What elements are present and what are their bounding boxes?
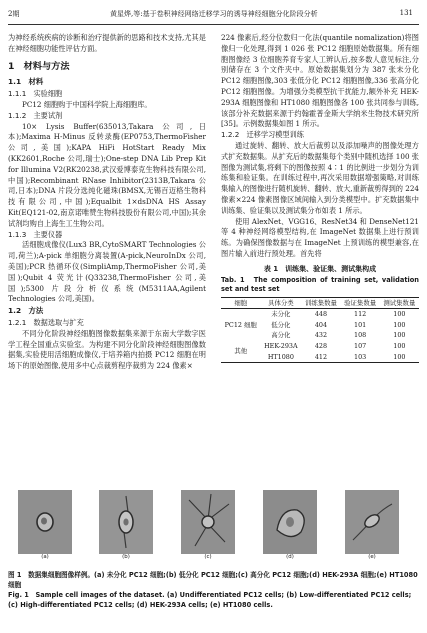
training-paragraph-2: 使用 AlexNet、VGG16、ResNet34 和 DenseNet121 等 4 种神经网络模型结构,在 ImageNet 数据集上进行预训练。为确保图像数据与在 ImageNet 上预训练的模型兼容,在图片输入前进行预处理。首先将 — [221, 216, 419, 258]
table-cell: 100 — [393, 341, 406, 350]
cells-paragraph: PC12 细胞购于中国科学院上海细胞库。 — [22, 99, 152, 109]
instruments-paragraph: 活细胞成像仪(Lux3 BR,CytoSMART Technologies 公司,荷兰);A-pick 单细胞分离装置(A-pick,NeuroInDx 公司,美国);PCR 热循环仪(SimpliAmp,ThermoFisher 公司,美国);Qubit 4 荧光计(Q33238,ThermoFisher 公司,美国);5300 片段分析仪系统(M5311AA,Agilent Technologies 公司,美国)。 — [8, 240, 206, 304]
left-column — [8, 33, 206, 372]
table-row — [221, 341, 419, 352]
table-cell: 432 — [314, 331, 328, 340]
panel-label-e: (e) — [368, 554, 376, 560]
cell-image-d — [263, 490, 317, 554]
section-heading-1-1-1: 1.1.1 实验细胞 — [8, 89, 63, 99]
table-cell: 100 — [393, 320, 406, 329]
table-cell: 428 — [314, 341, 328, 350]
table-cell: PC12 细胞 — [224, 320, 257, 329]
table-cell: 高分化 — [271, 331, 291, 340]
figure-1 — [8, 490, 419, 562]
panel-label-c: (c) — [204, 554, 212, 560]
figure-caption-en: Fig. 1 Sample cell images of the dataset. (a) Undifferentiated PC12 cells; (b) Low-differentiated PC12 cells; (c) High-differentiated PC12 cells; (d) HEK-293A cells; (e) HT1080 cells. — [8, 591, 412, 609]
table-cell: 其他 — [234, 347, 248, 356]
table-cell: HEK-293A — [264, 341, 298, 350]
table-cell: 108 — [354, 331, 367, 340]
cell-image-a — [18, 490, 72, 554]
table-header-row — [221, 297, 419, 309]
cell-image-c — [181, 490, 235, 554]
figure-caption — [8, 570, 419, 610]
table-cell: 448 — [314, 310, 328, 319]
table-header-cell: 具体分类 — [268, 298, 294, 307]
table-1 — [221, 264, 419, 363]
section-heading-1-1: 1.1 材料 — [8, 77, 44, 87]
section-heading-1: 1 材料与方法 — [8, 60, 70, 72]
dataset-paragraph: 224 像素后,经分位数归一化法(quantile nomalization)将图像归一化处理,得到 1 026 张 PC12 细胞原始数据集。所有细胞图像经 3 位细胞养育专家人工辨认后,按多数人意见标注,分别储存在 3 个文件夹中。原始数据集划分为 387 张未分化 PC12 细胞图像,303 张低分化 PC12 细胞图像,336 张高分化 PC12 细胞图像。为增强分类模型抗干扰能力,额外补充 HEK-293A 细胞图像和 HT1080 细胞图像各 100 张共同参与训练,该部分补充数据来源于约翰霍普金斯大学纳米生物技术研究所[35]。示例数据集如图 1 所示。 — [221, 33, 419, 129]
section-heading-1-2-1: 1.2.1 数据选取与扩充 — [8, 317, 84, 327]
panel-label-a: (a) — [41, 554, 49, 560]
right-column — [221, 33, 419, 363]
table-header-cell: 验证集数量 — [344, 298, 377, 307]
table-cell: 低分化 — [271, 320, 291, 329]
table-cell: HT1080 — [267, 352, 294, 361]
panel-label-b: (b) — [122, 554, 130, 560]
table-header-cell: 细胞 — [234, 298, 248, 307]
table-cell: 412 — [314, 352, 328, 361]
running-title: 黄星烨,等:基于卷积神经网络迁移学习的诱导神经细胞分化阶段分析 — [110, 10, 318, 18]
section-heading-1-1-2: 1.1.2 主要试剂 — [8, 110, 63, 120]
table-caption-cn: 表 1 训练集、验证集、测试集构成 — [263, 264, 377, 273]
table-cell: 100 — [393, 352, 406, 361]
cell-image-e — [345, 490, 399, 554]
reagents-paragraph: 10× Lysis Buffer(635013,Takara 公司,日本);Maxima H-Minus 反转录酶(EP0753,ThermoFisher 公司,美国);KAPA HiFi HotStart Ready Mix (KK2601,Roche 公司,瑞士);One-step DNA Lib Prep Kit for Illumina V2(RK20238,武汉爱博泰克生物科技有限公司,中国);Recombinant RNase Inhibitor(2313B,Takara 公司,日本);DNA 片段分选纯化磁珠(BMSX,无锡百迈格生物科技有限公司,中国);Equalbit 1×dsDNA HS Assay Kit(EQ121-02,南京诺唯赞生物科技股份有限公司,中国);其余试剂均购自上海生工生物公司。 — [8, 121, 206, 228]
table-cell: 112 — [354, 310, 367, 319]
section-heading-1-2: 1.2 方法 — [8, 306, 44, 316]
table-cell: 101 — [354, 320, 367, 329]
cell-image-b — [99, 490, 153, 554]
page-number: 131 — [399, 9, 413, 17]
table-header-cell: 训练集数量 — [304, 298, 337, 307]
table-cell: 404 — [314, 320, 328, 329]
table-cell: 107 — [354, 341, 367, 350]
figure-caption-cn: 图 1 数据集细胞图像样例。(a) 未分化 PC12 细胞;(b) 低分化 PC12 细胞;(c) 高分化 PC12 细胞;(d) HEK-293A 细胞;(e) HT1080 细胞 — [8, 571, 418, 589]
issue-number: 2期 — [8, 10, 20, 18]
table-caption-en: Tab. 1 The composition of training set, validation set and test set — [221, 275, 419, 293]
table-row — [221, 309, 419, 320]
table-cell: 未分化 — [271, 310, 291, 319]
header-rule — [8, 24, 419, 25]
table-cell: 100 — [393, 331, 406, 340]
page-header — [0, 0, 427, 30]
table-header-cell: 测试集数量 — [383, 298, 416, 307]
section-heading-1-2-2: 1.2.2 迁移学习模型训练 — [221, 130, 304, 140]
table-cell: 100 — [393, 310, 406, 319]
section-heading-1-1-3: 1.1.3 主要仪器 — [8, 229, 63, 239]
composition-table — [221, 297, 419, 364]
panel-label-d: (d) — [286, 554, 294, 560]
data-selection-paragraph: 不同分化阶段神经细胞图像数据集来源于东南大学数字医学工程全国重点实验室。为构建不同分化阶段神经细胞图像数据集,实验使用活细胞成像仪,于培养箱内拍摄 PC12 细胞在明场下的原始图像,使用多中心点裁剪程序裁剪为 224 像素× — [8, 328, 206, 371]
table-cell: 103 — [354, 352, 367, 361]
training-paragraph-1: 通过旋转、翻转、放大后裁剪以及添加噪声的图像处理方式扩充数据集。从扩充后的数据集每个类别中随机选择 100 张图像为测试集,将剩下的图像按照 4∶1 的比例进一步划分为训练集和验证集。在训练过程中,再次采用数据增强策略,对训练集输入的图像进行随机旋转、翻转、放大,重新裁剪得到的 224 像素×224 像素图像区域间输入到分类模型中。扩充数据集中训练集、验证集以及测试集分布如表 1 所示。 — [221, 140, 419, 215]
intro-paragraph: 为神经系统疾病的诊断和治疗提供新的思路和技术支持,尤其是在神经细胞功能性评估方面。 — [8, 33, 206, 53]
